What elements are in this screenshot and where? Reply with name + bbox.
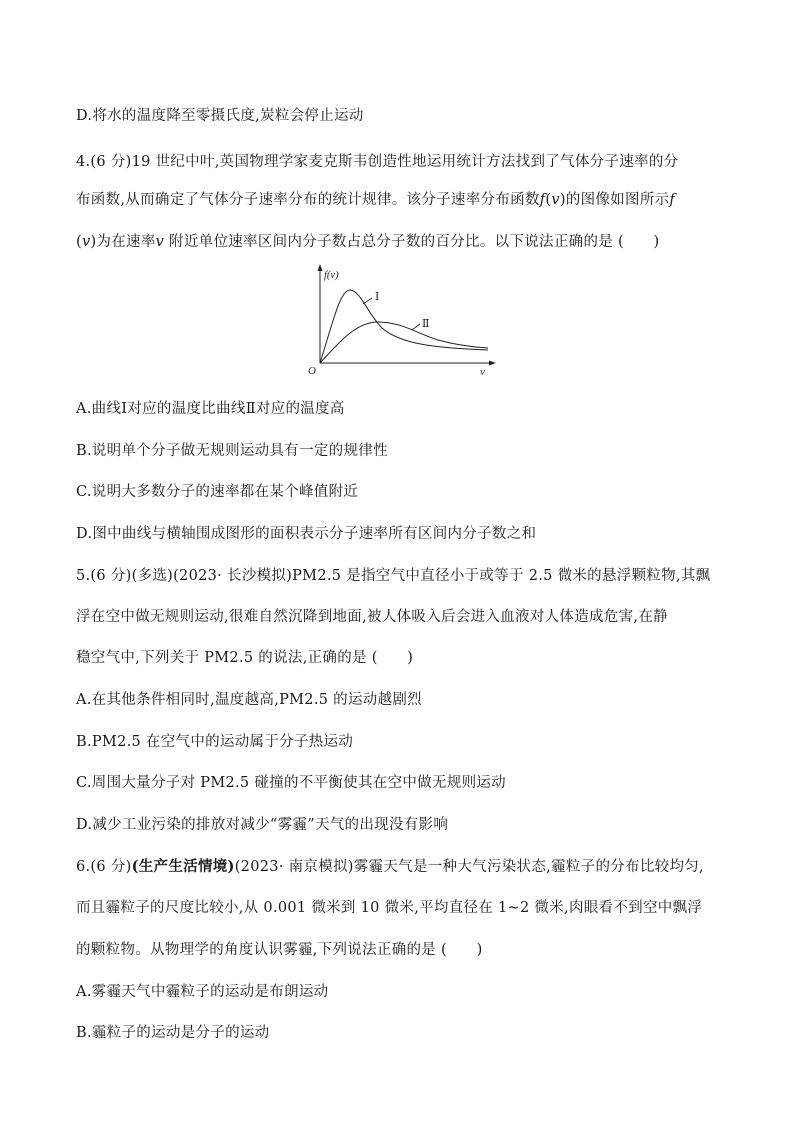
q5-stem-line1: 5.(6 分)(多选)(2023· 长沙模拟)PM2.5 是指空气中直径小于或等于 2.5 微米的悬浮颗粒物,其飘 [76, 568, 711, 584]
q4-option-d: D.图中曲线与横轴围成图形的面积表示分子速率所有区间内分子数之和 [76, 526, 537, 542]
y-axis-label: f(v) [324, 270, 339, 281]
q5-stem-line3: 稳空气中,下列关于 PM2.5 的说法,正确的是 ( ) [76, 650, 414, 666]
q4-option-a: A.曲线Ⅰ对应的温度比曲线Ⅱ对应的温度高 [76, 401, 345, 417]
curve-2-leader [412, 324, 420, 330]
q5-option-d: D.减少工业污染的排放对减少“雾霾”天气的出现没有影响 [76, 817, 449, 833]
origin-label: O [308, 365, 316, 377]
x-axis-label: v [480, 366, 485, 378]
q5-option-c: C.周围大量分子对 PM2.5 碰撞的不平衡使其在空中做无规则运动 [76, 775, 506, 791]
q6-stem-line1: 6.(6 分)(生产生活情境)(2023· 南京模拟)雾霾天气是一种大气污染状态,霾粒子的分布比较均匀, [76, 858, 704, 875]
q4-option-b: B.说明单个分子做无规则运动具有一定的规律性 [76, 443, 388, 459]
q4-stem-line3: (v)为在速率v 附近单位速率区间内分子数占总分子数的百分比。以下说法正确的是 ( ) [76, 234, 660, 250]
curve-2-label: Ⅱ [422, 318, 430, 330]
axes [318, 264, 497, 366]
q5-option-b: B.PM2.5 在空气中的运动属于分子热运动 [76, 734, 354, 750]
curve-1-leader [363, 298, 372, 304]
speed-distribution-figure [300, 262, 500, 380]
q6-option-b: B.霾粒子的运动是分子的运动 [76, 1025, 270, 1041]
curve-1-label: Ⅰ [375, 291, 380, 303]
q5-stem-line2: 浮在空中做无规则运动,很难自然沉降到地面,被人体吸入后会进入血液对人体造成危害,在静 [76, 609, 668, 625]
q3-option-d: D.将水的温度降至零摄氏度,炭粒会停止运动 [76, 108, 364, 124]
q6-stem-line2: 而且霾粒子的尺度比较小,从 0.001 微米到 10 微米,平均直径在 1~2 微米,肉眼看不到空中飘浮 [76, 900, 703, 916]
q4-stem-line1: 4.(6 分)19 世纪中叶,英国物理学家麦克斯韦创造性地运用统计方法找到了气体分子速率的分 [76, 154, 679, 170]
q4-option-c: C.说明大多数分子的速率都在某个峰值附近 [76, 484, 359, 500]
q6-context-tag: (生产生活情境) [131, 858, 235, 875]
q6-stem-line3: 的颗粒物。从物理学的角度认识雾霾,下列说法正确的是 ( ) [76, 942, 483, 958]
q4-stem-line2: 布函数,从而确定了气体分子速率分布的统计规律。该分子速率分布函数f(v)的图像如图所示f [76, 192, 676, 208]
curve-2 [320, 322, 488, 363]
q6-option-a: A.雾霾天气中霾粒子的运动是布朗运动 [76, 984, 329, 1000]
q5-option-a: A.在其他条件相同时,温度越高,PM2.5 的运动越剧烈 [76, 692, 422, 708]
